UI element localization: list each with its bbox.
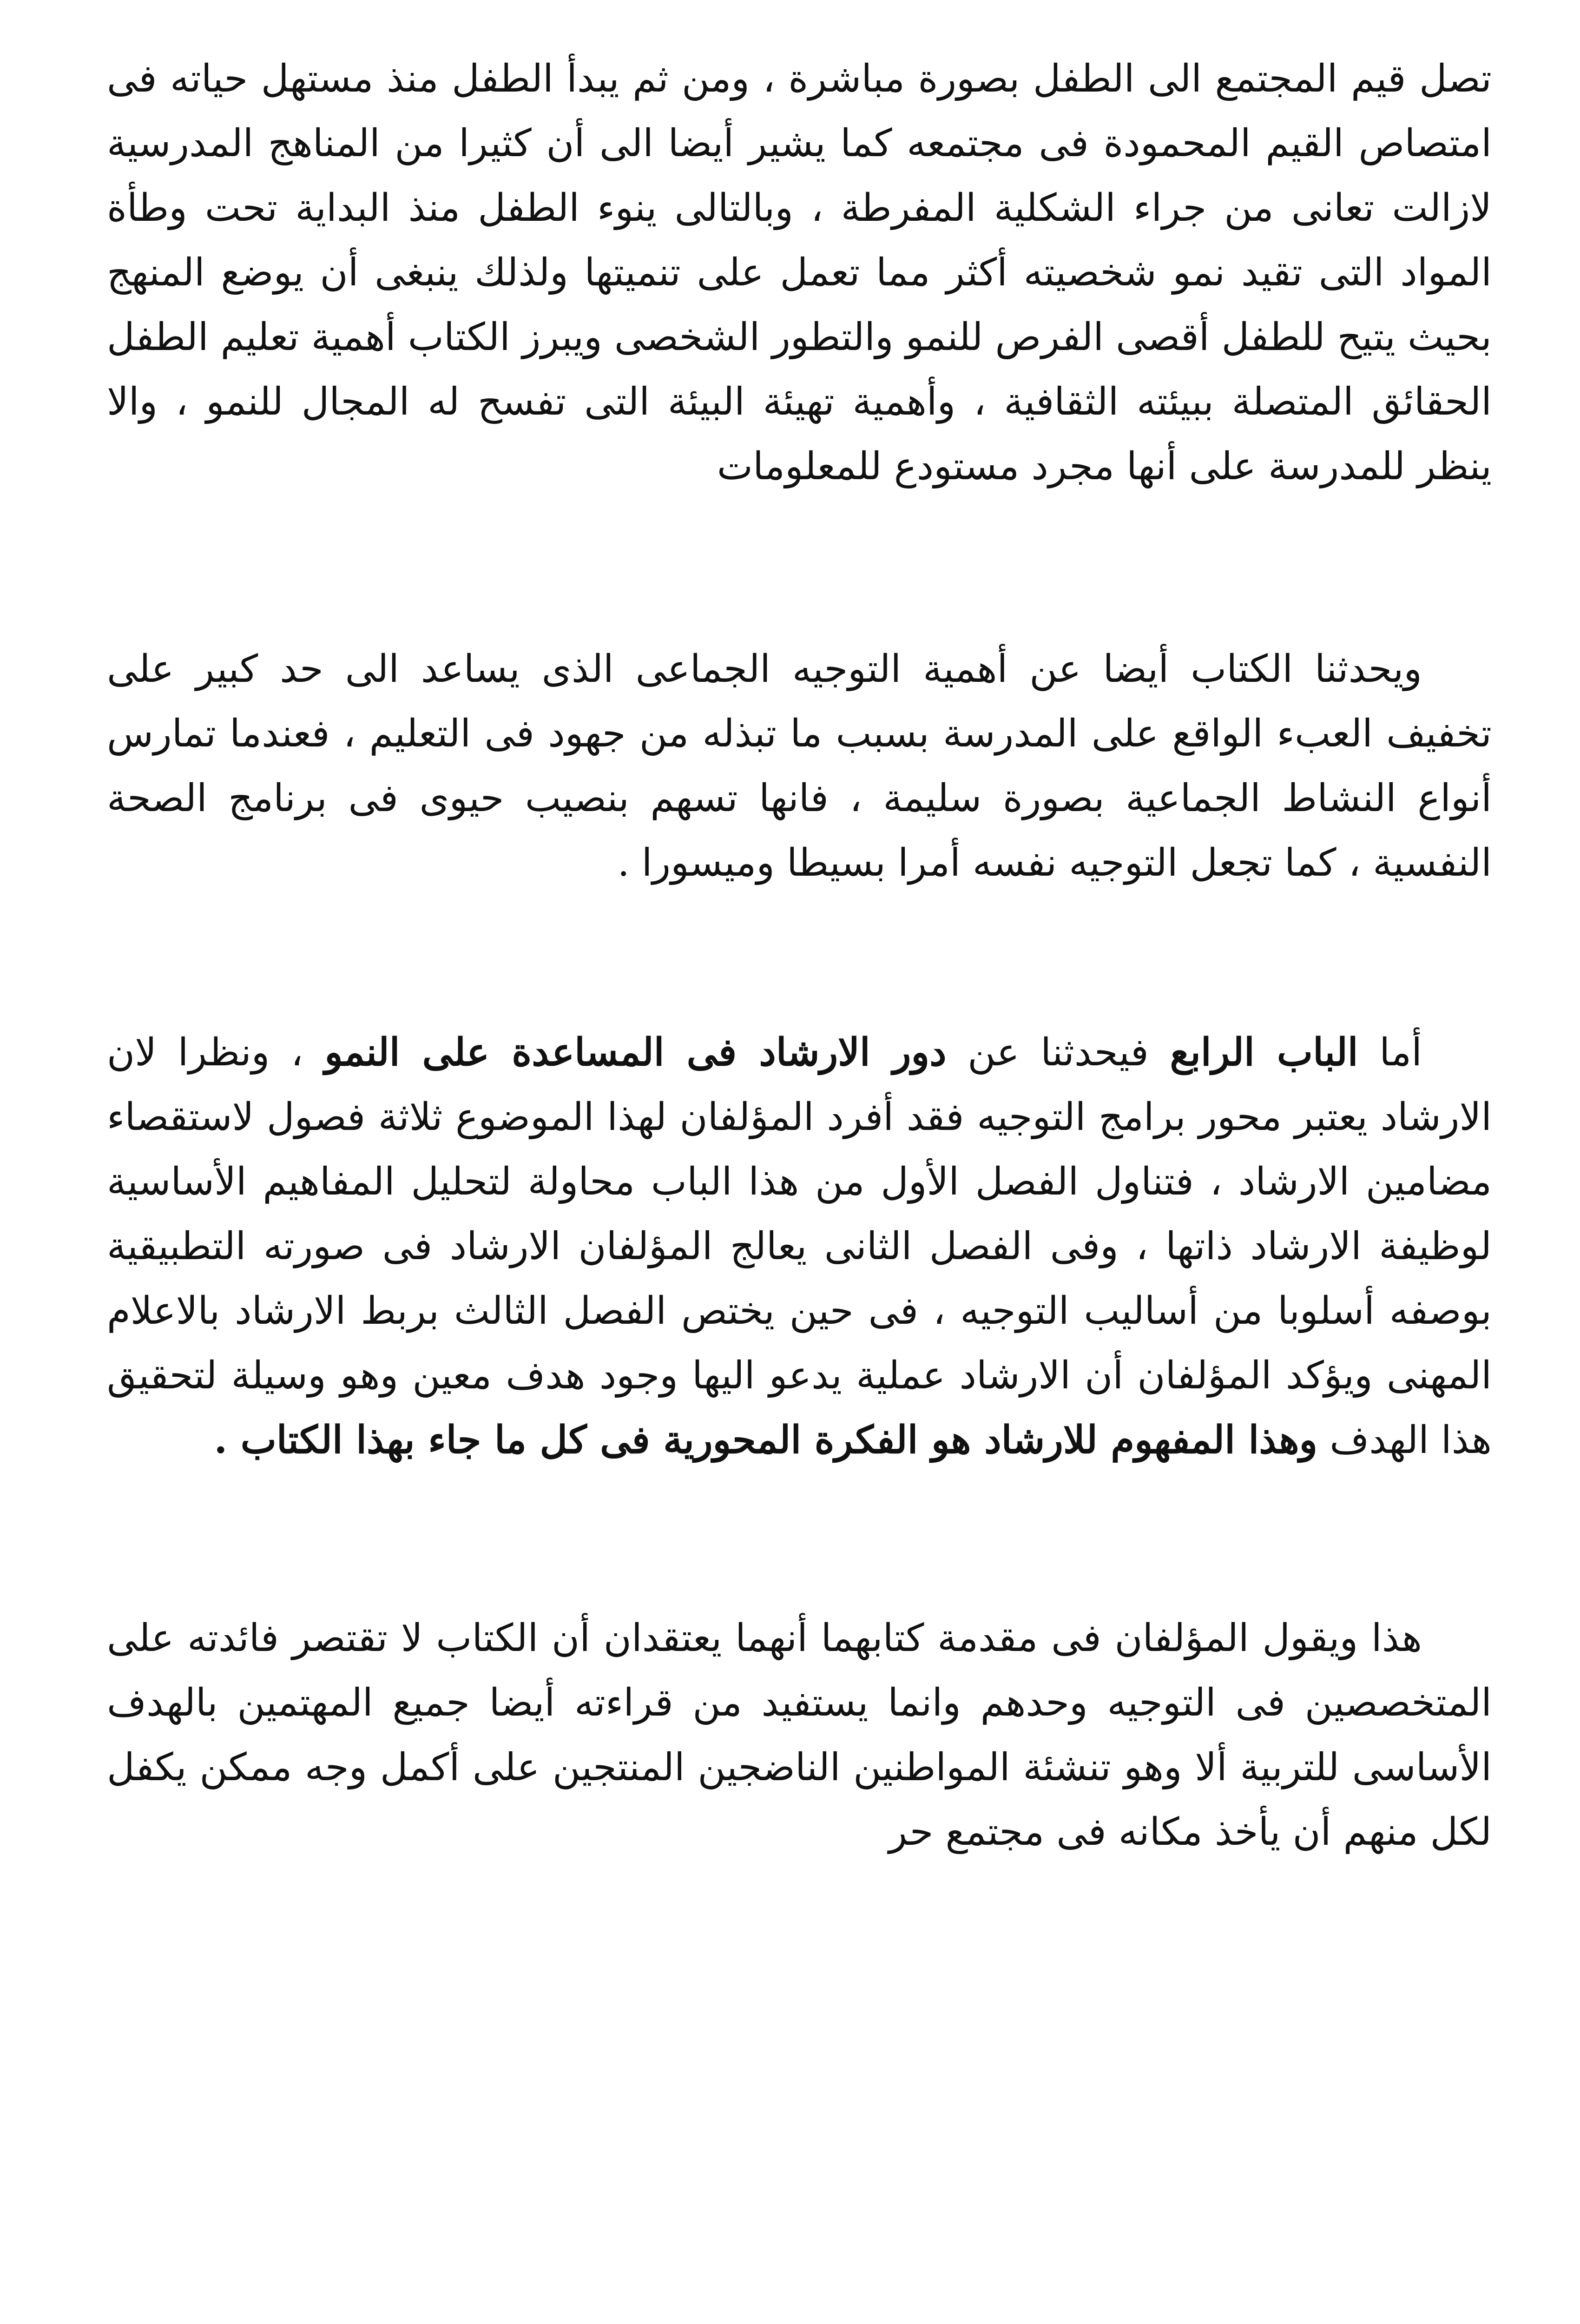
paragraph-1: تصل قيم المجتمع الى الطفل بصورة مباشرة ، ومن ثم يبدأ الطفل منذ مستهل حياته فى امتصاص القيم المحمودة فى مجتمعه كما يشير أيضا الى أن كثيرا من المناهج المدرسية لازالت تعانى من جراء الشكلية المفرطة ، وبالتالى ينوء الطفل منذ البداية تحت وطأة المواد التى تقيد نمو شخصيته أكثر مما تعمل على تنميتها ولذلك ينبغى أن يوضع المنهج بحيث يتيح للطفل أقصى الفرص للنمو والتطور الشخصى ويبرز الكتاب أهمية تعليم الطفل الحقائق المتصلة ببيئته الثقافية ، وأهمية تهيئة البيئة التى تفسح له المجال للنمو ، والا ينظر للمدرسة على أنها مجرد مستودع للمعلومات (107, 57, 1492, 489)
paragraph-3-lead: أما (1379, 1030, 1422, 1075)
paragraph-3 (107, 1020, 1492, 1472)
paragraph-2: ويحدثنا الكتاب أيضا عن أهمية التوجيه الجماعى الذى يساعد الى حد كبير على تخفيف العبء الواقع على المدرسة بسبب ما تبذله من جهود فى التعليم ، فعندما تمارس أنواع النشاط الجماعية بصورة سليمة ، فانها تسهم بنصيب حيوى فى برنامج الصحة النفسية ، كما تجعل التوجيه نفسه أمرا بسيطا وميسورا . (107, 647, 1492, 885)
chapter-four-topic: دور الارشاد فى المساعدة على النمو (324, 1030, 947, 1075)
chapter-four-title: الباب الرابع (1170, 1030, 1358, 1075)
paragraph-3-conclusion: وهذا المفهوم للارشاد هو الفكرة المحورية فى كل ما جاء بهذا الكتاب . (214, 1418, 1318, 1462)
paragraph-3-mid: فيحدثنا عن (968, 1030, 1149, 1075)
paragraph-4: هذا ويقول المؤلفان فى مقدمة كتابهما أنهما يعتقدان أن الكتاب لا تقتصر فائدته على المتخصصين فى التوجيه وحدهم وانما يستفيد من قراءته أيضا جميع المهتمين بالهدف الأساسى للتربية ألا وهو تنشئة المواطنين الناضجين المنتجين على أكمل وجه ممكن يكفل لكل منهم أن يأخذ مكانه فى مجتمع حر (107, 1616, 1492, 1854)
paragraph-3-body: ، ونظرا لان الارشاد يعتبر محور برامج التوجيه فقد أفرد المؤلفان لهذا الموضوع ثلاثة فصول لاستقصاء مضامين الارشاد ، فتناول الفصل الأول من هذا الباب محاولة لتحليل المفاهيم الأساسية لوظيفة الارشاد ذاتها ، وفى الفصل الثانى يعالج المؤلفان الارشاد فى صورته التطبيقية بوصفه أسلوبا من أساليب التوجيه ، فى حين يختص الفصل الثالث بربط الارشاد بالاعلام المهنى ويؤكد المؤلفان أن الارشاد عملية يدعو اليها وجود هدف معين وهو وسيلة لتحقيق هذا الهدف (107, 1030, 1492, 1462)
